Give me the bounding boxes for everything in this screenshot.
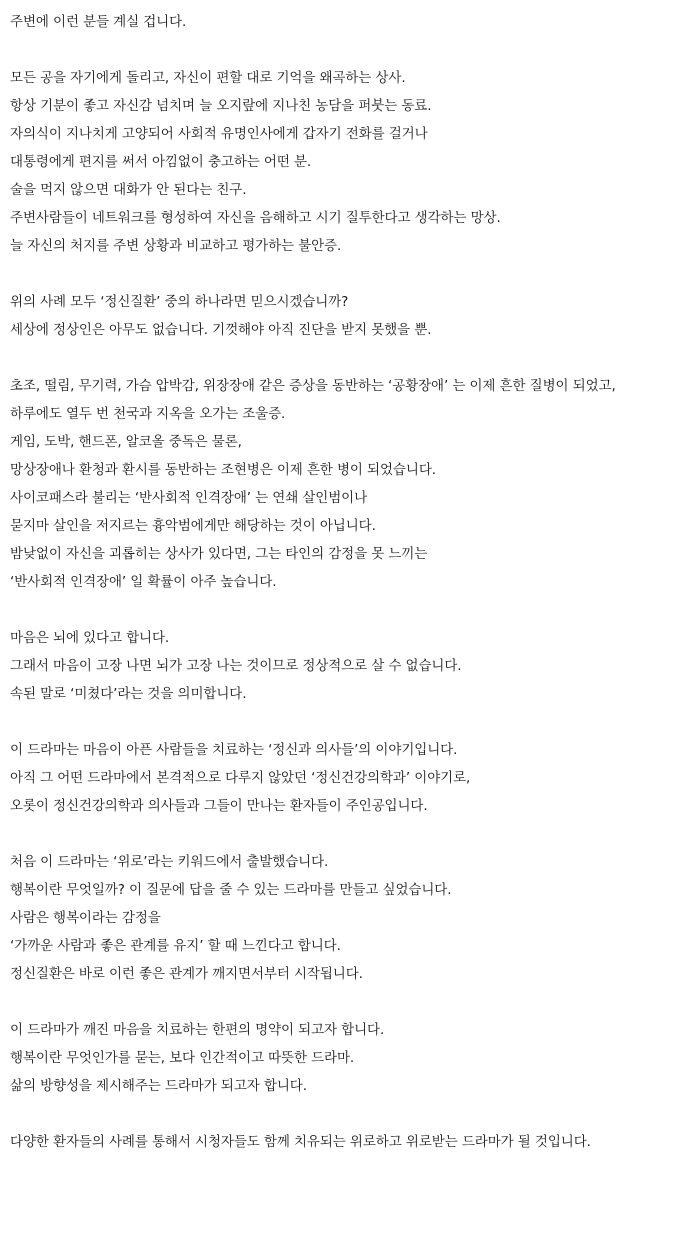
- paragraph-final: [10, 1128, 690, 1156]
- text-line: 아직 그 어떤 드라마에서 본격적으로 다루지 않았던 ‘정신건강의학과’ 이야기로,: [10, 770, 471, 786]
- text-line: 이 드라마는 마음이 아픈 사람들을 치료하는 ‘정신과 의사들’의 이야기입니다.: [10, 742, 458, 758]
- paragraph-comfort: [10, 848, 690, 988]
- paragraph-question: [10, 288, 690, 344]
- paragraph-intro: [10, 8, 690, 36]
- text-line: ‘가까운 사람과 좋은 관계를 유지’ 할 때 느낀다고 합니다.: [10, 938, 341, 954]
- text-line: 속된 말로 ‘미쳤다’라는 것을 의미합니다.: [10, 686, 247, 702]
- paragraph-spacer: [10, 260, 690, 288]
- text-line: ‘반사회적 인격장애’ 일 확률이 아주 높습니다.: [10, 574, 277, 590]
- text-line: 행복이란 무엇인가를 묻는, 보다 인간적이고 따뜻한 드라마.: [10, 1050, 355, 1066]
- text-line: 망상장애나 환청과 환시를 동반하는 조현병은 이제 흔한 병이 되었습니다.: [10, 462, 436, 478]
- text-line: 정신질환은 바로 이런 좋은 관계가 깨지면서부터 시작됩니다.: [10, 966, 363, 982]
- text-line: 그래서 마음이 고장 나면 뇌가 고장 나는 것이므로 정상적으로 살 수 없습니다.: [10, 658, 462, 674]
- text-line: 대통령에게 편지를 써서 아낌없이 충고하는 어떤 분.: [10, 154, 312, 170]
- text-line: 처음 이 드라마는 ‘위로’라는 키워드에서 출발했습니다.: [10, 854, 329, 870]
- paragraph-spacer: [10, 988, 690, 1016]
- text-line: 게임, 도박, 핸드폰, 알코올 중독은 물론,: [10, 434, 242, 450]
- text-line: 묻지마 살인을 저지르는 흉악범에게만 해당하는 것이 아닙니다.: [10, 518, 376, 534]
- text-line: 늘 자신의 처지를 주변 상황과 비교하고 평가하는 불안증.: [10, 238, 342, 254]
- text-line: 다양한 환자들의 사례를 통해서 시청자들도 함께 치유되는 위로하고 위로받는 드라마가 될 것입니다.: [10, 1134, 591, 1150]
- text-line: 밤낮없이 자신을 괴롭히는 상사가 있다면, 그는 타인의 감정을 못 느끼는: [10, 546, 428, 562]
- text-line: 주변에 이런 분들 계실 겁니다.: [10, 14, 187, 30]
- text-line: 위의 사례 모두 ‘정신질환’ 중의 하나라면 믿으시겠습니까?: [10, 294, 349, 310]
- paragraph-closing: [10, 1016, 690, 1100]
- paragraph-examples: [10, 64, 690, 260]
- text-line: 하루에도 열두 번 천국과 지옥을 오가는 조울증.: [10, 406, 286, 422]
- text-line: 주변사람들이 네트워크를 형성하여 자신을 음해하고 시기 질투한다고 생각하는 망상.: [10, 210, 501, 226]
- paragraph-spacer: [10, 36, 690, 64]
- text-line: 사람은 행복이라는 감정을: [10, 910, 161, 926]
- paragraph-spacer: [10, 1100, 690, 1128]
- text-line: 이 드라마가 깨진 마음을 치료하는 한편의 명약이 되고자 합니다.: [10, 1022, 385, 1038]
- paragraph-drama: [10, 736, 690, 820]
- paragraph-mind: [10, 624, 690, 708]
- text-line: 술을 먹지 않으면 대화가 안 된다는 친구.: [10, 182, 247, 198]
- text-line: 오롯이 정신건강의학과 의사들과 그들이 만나는 환자들이 주인공입니다.: [10, 798, 428, 814]
- paragraph-spacer: [10, 596, 690, 624]
- text-line: 초조, 떨림, 무기력, 가슴 압박감, 위장장애 같은 증상을 동반하는 ‘공황장애’ 는 이제 흔한 질병이 되었고,: [10, 378, 616, 394]
- paragraph-spacer: [10, 820, 690, 848]
- paragraph-spacer: [10, 344, 690, 372]
- text-line: 항상 기분이 좋고 자신감 넘치며 늘 오지랖에 지나친 농담을 퍼붓는 동료.: [10, 98, 432, 114]
- text-line: 모든 공을 자기에게 돌리고, 자신이 편할 대로 기억을 왜곡하는 상사.: [10, 70, 406, 86]
- paragraph-spacer: [10, 708, 690, 736]
- text-line: 마음은 뇌에 있다고 합니다.: [10, 630, 170, 646]
- text-line: 자의식이 지나치게 고양되어 사회적 유명인사에게 갑자기 전화를 걸거나: [10, 126, 428, 142]
- text-line: 사이코패스라 불리는 ‘반사회적 인격장애’ 는 연쇄 살인범이나: [10, 490, 368, 506]
- text-line: 세상에 정상인은 아무도 없습니다. 기껏해야 아직 진단을 받지 못했을 뿐.: [10, 322, 432, 338]
- text-line: 삶의 방향성을 제시해주는 드라마가 되고자 합니다.: [10, 1078, 307, 1094]
- paragraph-disorders: [10, 372, 690, 596]
- text-line: 행복이란 무엇일까? 이 질문에 답을 줄 수 있는 드라마를 만들고 싶었습니다.: [10, 882, 452, 898]
